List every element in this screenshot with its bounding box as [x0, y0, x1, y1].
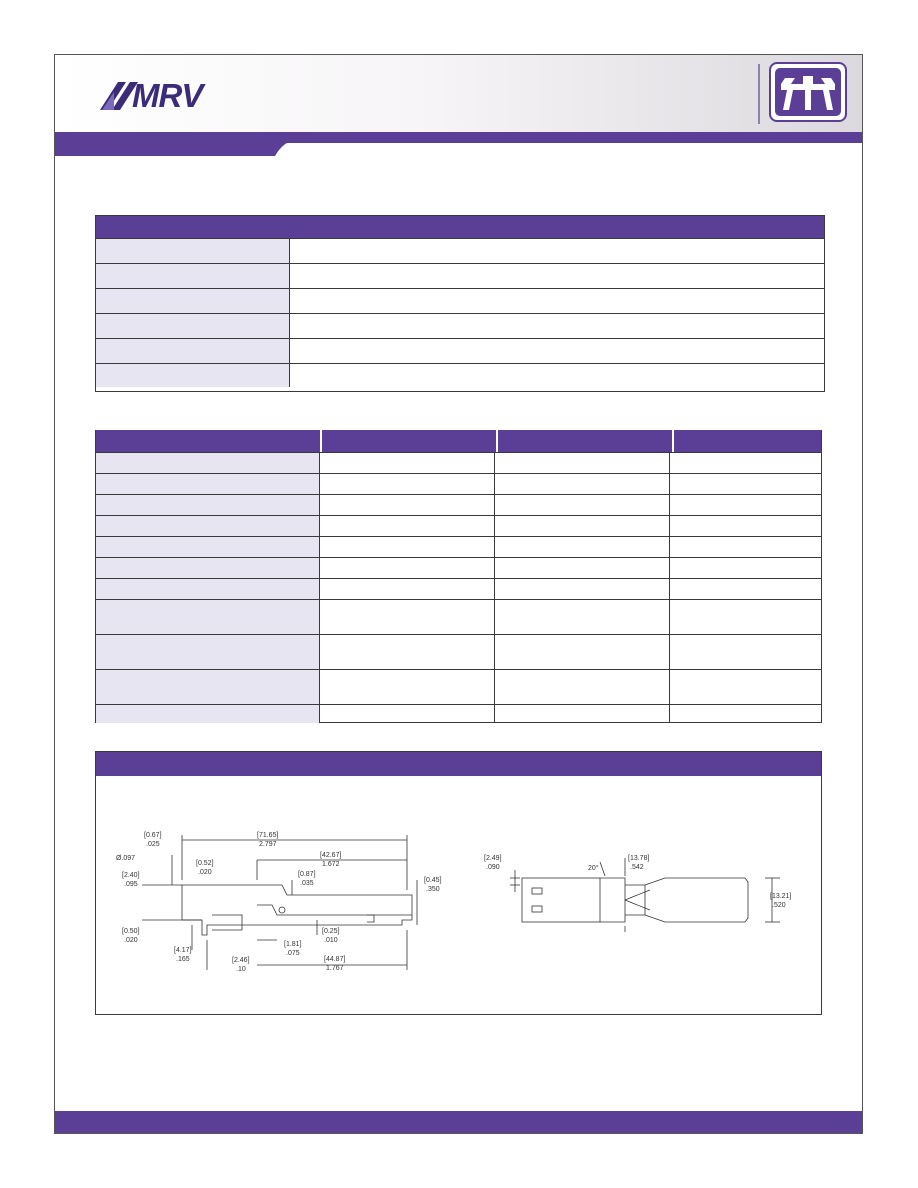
spec-value-cell — [290, 289, 824, 313]
spec-value-cell — [290, 314, 824, 338]
perf-cell — [495, 516, 670, 536]
dim-label: .542 — [630, 864, 644, 871]
table-row — [96, 634, 821, 669]
dim-label: [2.46] — [232, 957, 250, 964]
perf-cell — [495, 579, 670, 599]
side-view-drawing — [112, 820, 452, 980]
spec-value-cell — [290, 264, 824, 288]
dim-label: [4.17] — [174, 947, 192, 954]
spec-key-cell — [96, 264, 290, 288]
table-row — [96, 515, 821, 536]
spec-value-cell — [290, 364, 824, 387]
dim-label: [0.52] — [196, 860, 214, 867]
perf-cell — [320, 453, 495, 473]
dim-label: 1.767 — [326, 965, 344, 972]
top-view-drawing — [480, 840, 800, 940]
table-row — [96, 338, 824, 363]
dim-label: [42.67] — [320, 852, 342, 859]
perf-cell — [670, 516, 821, 536]
product-badge — [769, 62, 847, 122]
dim-label: 2.797 — [259, 841, 277, 848]
perf-header-cell — [498, 430, 674, 452]
dim-label: .010 — [324, 937, 338, 944]
table-row — [96, 599, 821, 634]
table-row — [96, 238, 824, 263]
header-divider — [758, 64, 760, 124]
perf-cell — [670, 600, 821, 634]
perf-cell — [320, 579, 495, 599]
table-row — [96, 669, 821, 704]
roadway-lanes-icon — [771, 64, 845, 120]
mrv-logo-text: MRV — [132, 77, 203, 114]
spec-key-cell — [96, 364, 290, 387]
perf-cell — [495, 495, 670, 515]
dim-label: [2.49] — [484, 855, 502, 862]
dim-label: .165 — [176, 956, 190, 963]
perf-cell — [320, 537, 495, 557]
table-row — [96, 363, 824, 387]
header-band-tab — [55, 140, 295, 156]
perf-cell — [320, 635, 495, 669]
perf-table-header — [96, 430, 821, 452]
spec-key-cell — [96, 289, 290, 313]
perf-cell — [495, 600, 670, 634]
perf-label-cell — [96, 705, 320, 723]
perf-cell — [320, 600, 495, 634]
perf-cell — [670, 670, 821, 704]
dim-label: .035 — [300, 880, 314, 887]
perf-label-cell — [96, 495, 320, 515]
perf-cell — [670, 579, 821, 599]
perf-label-cell — [96, 453, 320, 473]
perf-cell — [320, 495, 495, 515]
specification-table — [95, 215, 825, 392]
dim-label: [13.78] — [628, 855, 650, 862]
table-row — [96, 536, 821, 557]
dim-label: [13.21] — [770, 893, 792, 900]
table-row — [96, 557, 821, 578]
dim-label: .090 — [486, 864, 500, 871]
perf-cell — [670, 453, 821, 473]
perf-cell — [320, 474, 495, 494]
perf-label-cell — [96, 537, 320, 557]
spec-key-cell — [96, 239, 290, 263]
dim-label: [2.40] — [122, 872, 140, 879]
perf-label-cell — [96, 516, 320, 536]
dim-label: [0.67] — [144, 832, 162, 839]
table-row — [96, 704, 821, 723]
table-row — [96, 578, 821, 599]
perf-label-cell — [96, 670, 320, 704]
table-row — [96, 288, 824, 313]
spec-value-cell — [290, 339, 824, 363]
dim-label: [1.81] — [284, 941, 302, 948]
performance-table — [95, 430, 822, 723]
perf-cell — [495, 670, 670, 704]
perf-label-cell — [96, 474, 320, 494]
perf-cell — [320, 516, 495, 536]
spec-key-cell — [96, 339, 290, 363]
perf-cell — [670, 537, 821, 557]
dim-label: [0.87] — [298, 871, 316, 878]
perf-cell — [320, 670, 495, 704]
spec-table-header — [96, 216, 824, 238]
perf-cell — [320, 558, 495, 578]
perf-cell — [495, 453, 670, 473]
dim-label: .020 — [124, 937, 138, 944]
perf-cell — [670, 705, 821, 723]
perf-cell — [670, 495, 821, 515]
dim-label: .520 — [772, 902, 786, 909]
perf-label-cell — [96, 579, 320, 599]
perf-cell — [495, 537, 670, 557]
perf-cell — [670, 474, 821, 494]
spec-key-cell — [96, 314, 290, 338]
dim-label: [0.45] — [424, 877, 442, 884]
perf-cell — [320, 705, 495, 723]
dim-label: Ø.097 — [116, 855, 136, 862]
perf-label-cell — [96, 558, 320, 578]
perf-cell — [670, 558, 821, 578]
table-row — [96, 473, 821, 494]
perf-cell — [495, 474, 670, 494]
dim-label: [44.87] — [324, 956, 346, 963]
spec-value-cell — [290, 239, 824, 263]
table-row — [96, 313, 824, 338]
dim-label: [0.25] — [322, 928, 340, 935]
dim-label: .025 — [146, 841, 160, 848]
dim-label: 1.672 — [322, 861, 340, 868]
dim-label: [0.50] — [122, 928, 140, 935]
dim-label: [71.65] — [257, 832, 279, 839]
perf-cell — [495, 635, 670, 669]
dim-label: .020 — [198, 869, 212, 876]
perf-label-cell — [96, 635, 320, 669]
perf-header-cell — [322, 430, 498, 452]
page-footer-band — [55, 1111, 862, 1133]
table-row — [96, 494, 821, 515]
perf-cell — [670, 635, 821, 669]
dim-label: .350 — [426, 886, 440, 893]
table-row — [96, 263, 824, 288]
perf-header-cell — [96, 430, 322, 452]
dimensions-header — [96, 752, 821, 776]
table-row — [96, 452, 821, 473]
dim-label: .095 — [124, 881, 138, 888]
dim-label: .075 — [286, 950, 300, 957]
perf-header-cell — [674, 430, 821, 452]
perf-cell — [495, 705, 670, 723]
perf-cell — [495, 558, 670, 578]
perf-label-cell — [96, 600, 320, 634]
dim-label: .10 — [236, 966, 246, 973]
dim-label: 20° — [588, 865, 599, 872]
